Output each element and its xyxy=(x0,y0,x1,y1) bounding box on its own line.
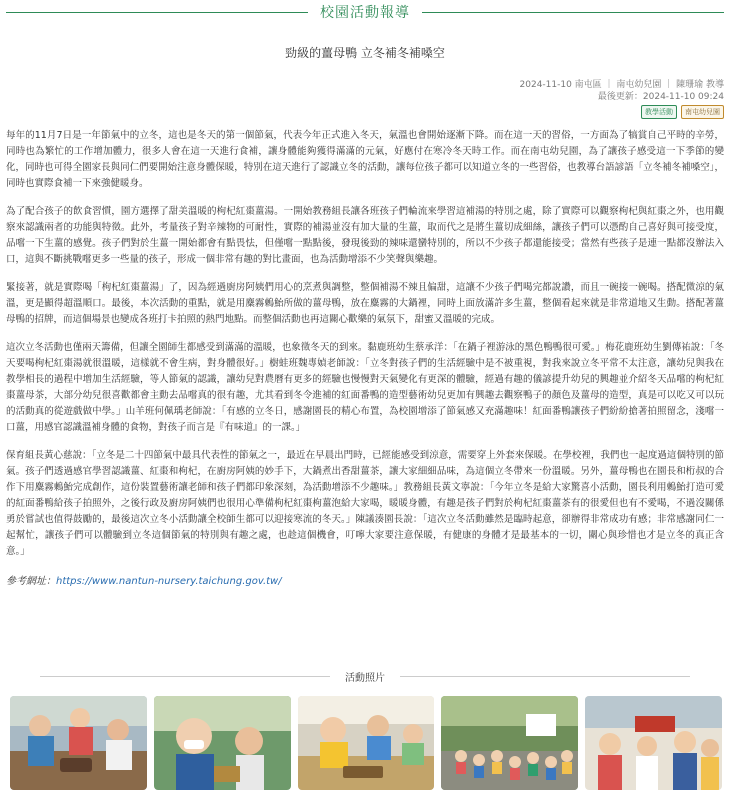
photo-children-pouring-tea[interactable] xyxy=(10,696,147,790)
article-paragraph: 保育組長黃心慈說：「立冬是二十四節氣中最具代表性的節氣之一，最近在早晨出門時，已經能感受到涼意，需要穿上外套來保暖。在學校裡，我們也一起度過這個特別的節氣。孩子們透過感官學習認識薑、紅棗和枸杞，在廚房阿姨的妙手下，大鍋煮出香甜薑茶，讓大家細細品味，為這個立冬帶來一份溫暖。另外，薑母鴨也在園長和桁叔的合作下用麋霧鶇鮐完成創作，這份裝置藝術讓老師和孩子們都印象深刻，為活動增添不少趣味。」教務組長黃文寧說：「今年立冬是給大家驚喜小活動，園長利用鶇鮐打造可愛的紅面番鴨給孩子拍照外，之後行政及廚房阿姨們也很用心準備枸杞紅棗枸薑泡給大家喝，暖暖身體，有趣是孩子們對於枸杞紅棗薑茶有的很愛但也有不愛喝，不過沒關係勇於嘗試也值得鼓勵的，最後這次立冬小活動讓全校師生都可以迎接寒流的冬天。」陳議湊園長說：「這次立冬活動雖然是臨時起意，卻辦得非常成功有感；非常感謝同仁一起幫忙，讓孩子們可以體驗到立冬這個節氣的特別與有趣之處，也趁這個機會，叮嚀大家要注意保暖，有健康的身體才是最基本的一切，關心與珍惜也才是立冬的真正含意。」 xyxy=(6,450,724,557)
photo-children-with-duck-display[interactable] xyxy=(585,696,722,790)
reference-link[interactable]: https://www.nantun-nursery.taichung.gov.tw/ xyxy=(56,576,282,587)
article-meta-line: 2024-11-10 南屯區 ｜ 南屯幼兒園 ｜ 陳珊瑜 教導 xyxy=(519,80,724,90)
gallery-title: 活動照片 xyxy=(345,673,385,684)
article-paragraph: 緊接著，就是實際喝「枸杞紅棗薑湯」了，因為經過廚房阿姨們用心的烹煮與調整，整個補湯不辣且偏甜，這讓不少孩子們喝完都說讚，而且一碗接一碗喝。搭配微涼的氣溫，更是顯得超溫順口。最後，本次活動的重點，就是用麋霧鶇鮐所做的薑母鴨，放在麋霧的大鍋裡，同時上面放滿許多生薑，整個看起來就是非常道地又生動。搭配著薑母鴨的招牌，而這個場景也變成各班打卡拍照的熱門地點。而整個活動也再這關心歡樂的氣氛下，甜蜜又溫暖的完成。 xyxy=(6,282,724,325)
photo-children-at-table[interactable] xyxy=(298,696,435,790)
header-divider-right xyxy=(422,12,724,13)
article-updated: 最後更新：2024-11-10 09:24 xyxy=(597,92,724,102)
tag-teaching-activity[interactable]: 教學活動 xyxy=(641,105,677,119)
photo-child-with-mask[interactable] xyxy=(154,696,291,790)
article-title: 勁級的薑母鴨 立冬補冬補嗓空 xyxy=(285,46,445,60)
article-paragraph: 為了配合孩子的飲食習慣，園方選擇了甜美溫暖的枸杞紅棗薑湯。一開始教務組長讓各班孩子們輪流來學習這補湯的特別之處，除了實際可以觀察枸杞與紅棗之外，也用觀察來認識兩者的功能與特徵。此外，考量孩子對辛辣物的可耐性，實際的補湯並沒有加大量的生薑，取而代之是將生薑切成細絲，讓孩子們可以憑酌自己喜好與可接受度，品嚐一下生薑的感覺。孩子們對於生薑一開始都會有點畏怯，但僅嚐一點點後，發現後勁的辣味還蠻特別的，所以不少孩子都還能接受；當然有些孩子是連一點都沒辦法入口，這與不斷挑戰嚐更多一些量的孩子，形成一個非常有趣的對比畫面，也為活動增添不少笑聲與樂趣。 xyxy=(6,206,724,265)
photo-gallery xyxy=(10,696,722,790)
gallery-divider-right xyxy=(400,676,690,677)
article-body xyxy=(6,128,724,587)
section-title: 校園活動報導 xyxy=(320,5,410,21)
article-tags xyxy=(641,105,724,119)
section-header xyxy=(0,0,730,24)
article-paragraph: 這次立冬活動也僅兩天籌備，但讓全園師生都感受到滿滿的溫暖，也象徵冬天的到來。黏鹿班幼生蔡承洋：「在鍋子裡游泳的黑色鴨鴨很可愛。」梅花鹿班幼生劉傳祐說：「冬天要喝枸杞紅棗湯就很溫暖，這樣就不會生病，對身體很好。」樹蛙班魏專媜老師說：「立冬對孩子們的生活經驗中是不被重視，對我來說立冬平常不太注意，讓幼兒與我在教學相長的過程中增加生活經驗，等人節氣的認識，讓幼兒對農曆有更多的經驗也慢慢對天氣變化有更深的體驗，經過有趣的儀諺提升幼兒的興趣並介紹冬天品嚐的枸杞紅棗薑母茶，大部分幼兒很喜歡都會主動去品嚐真的很有趣，尤其看到冬令進補的紅面番鴨的造型藝術幼兒更加有興趣去觀察鴨子的顏色及薑母的造型，真是可以吃又可以玩的活動真的從遊戲做中學。」山羊班何佩瑀老師說：「有感的立冬日，感謝園長的精心布置，為校園增添了節氣感又充滿趣味！紅面番鴨讓孩子們紛紛搶著拍照留念，淺嚐一口薑，用感官認識溫補身體的食物，對孩子而言是『有味道』的一課。」 xyxy=(6,342,724,433)
tag-kindergarten[interactable]: 南屯幼兒園 xyxy=(681,105,724,119)
reference xyxy=(6,572,724,587)
gallery-header xyxy=(0,668,730,684)
article-paragraph: 每年的11月7日是一年節氣中的立冬，這也是冬天的第一個節氣，代表今年正式進入冬天，氣溫也會開始逐漸下降。而在這一天的習俗，一方面為了犒賞自己平時的辛勞，同時也為繁忙的工作增加體力，很多人會在這一天進行食補，讓身體能夠獲得滿滿的元氣，好應付在寒冷冬天時工作。而在南屯幼兒園，為了讓孩子感受這一下季節的變化，同時也可得全園家長與同仁們要開始注意身體保暖，特別在這天進行了認識立冬的活動，讓每位孩子都可以知道立冬的一些習俗，也教導台語諺語「立冬補冬補嗓空」，同時也實際食補一下來強健暖身。 xyxy=(6,130,724,189)
article-meta xyxy=(520,79,724,103)
photo-class-gathering-outdoors[interactable] xyxy=(441,696,578,790)
reference-label: 參考網址： xyxy=(6,576,56,587)
